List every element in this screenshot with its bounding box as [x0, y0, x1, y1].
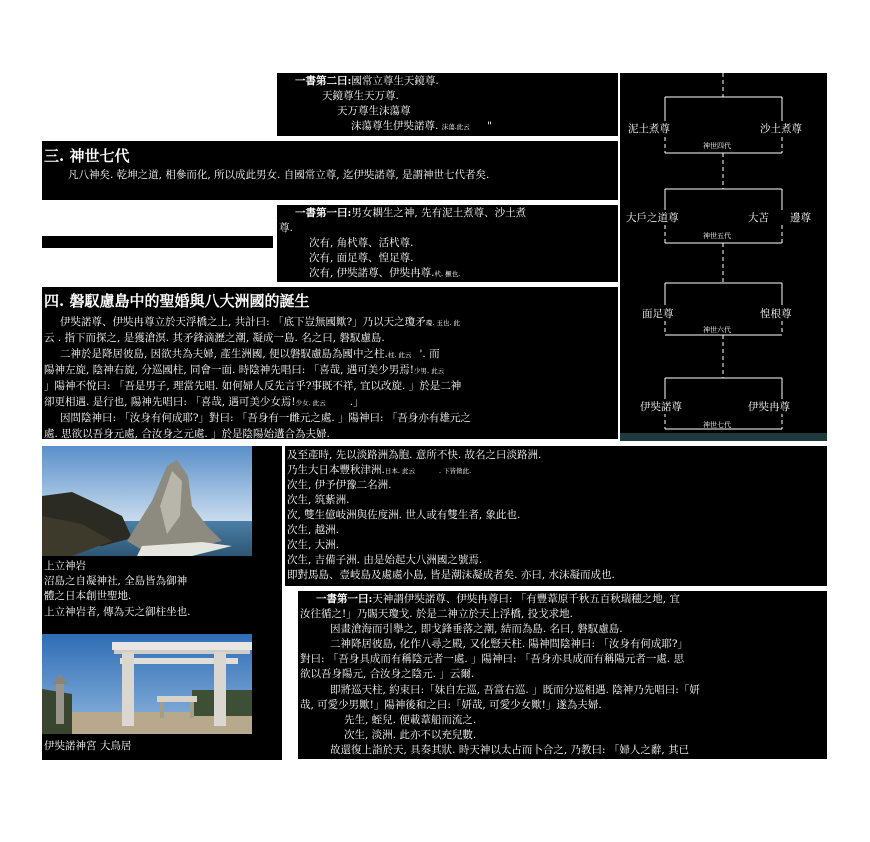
sec4-note1: 瓊. 玉也. 此	[425, 319, 460, 327]
sec4-line8: 處. 思欲以吾身元處, 合汝身之元處. 」於是陰陽始遘合為夫婦.	[44, 428, 330, 439]
sec4-line7: 因問陰神曰: 「汝身有何成耶?」對曰: 「吾身有一雌元之處. 」陽神曰: 「吾身亦有雄元之	[60, 412, 471, 424]
book1-line3: 次有, 角杙尊、活杙尊.	[309, 237, 414, 249]
narr-line5: 對曰: 「吾身具成而有稱陰元者一處. 」陽神曰: 「吾身亦具成而有稱陽元者一處. 思	[300, 653, 685, 665]
sec4-line5: 」陽神不悅曰: 「吾是男子, 理當先唱. 如何婦人反先言乎?事既不祥, 宜以改旋. 」於是二神	[44, 380, 462, 392]
section-4-box	[42, 287, 618, 439]
narr-line4: 二神降居彼島, 化作八尋之殿, 又化豎天柱. 陽神問陰神曰: 「汝身有何成耶?」	[330, 638, 689, 650]
narr-line2: 汝往循之!」乃賜天瓊戈. 於是二神立於天上浮橋, 投戈求地.	[300, 608, 573, 620]
section-4-heading: 四. 磐馭慮島中的聖婚與八大洲國的誕生	[44, 292, 310, 310]
photo-column	[42, 446, 282, 760]
rock-caption-line1: 沼島之自凝神社, 全島皆為御神	[44, 575, 188, 587]
genealogy-tree	[620, 73, 827, 441]
sec4-line6-end: .」	[349, 396, 364, 408]
narr-line1: 天神謂伊奘諾尊、伊奘冉尊曰: 「有豐葦原千秋五百秋瑞穗之地, 宜	[372, 593, 680, 605]
section-3-box	[42, 141, 618, 200]
book2-quote: "	[487, 120, 492, 132]
book1-line1: 男女耦生之神, 先有泥土煮尊、沙土煮	[351, 207, 527, 219]
book2-line3: 天万尊生沫蕩尊	[337, 105, 411, 117]
book1-line2: 尊.	[279, 222, 293, 234]
tree-r4-right: 伊奘冉尊	[748, 401, 790, 413]
book2-line4: 沫蕩尊生伊奘諾尊.	[351, 120, 439, 132]
narr-line6: 欲以吾身陽元, 合汝身之陰元. 」云爾.	[300, 668, 475, 680]
book1-line5: 次有, 伊奘諾尊、伊奘冉尊.	[309, 267, 435, 279]
sec4-note2: 柱. 此云	[387, 351, 412, 359]
islands-line2: 乃生大日本豐秋津洲.	[287, 464, 385, 476]
section-3-body: 凡八神矣. 乾坤之道, 相參而化, 所以成此男女. 自國常立尊, 迄伊奘諾尊, 是謂神世七代者矣.	[68, 169, 490, 181]
tree-gen7: 神世七代	[703, 421, 731, 429]
tree-r1-left: 泥土煮尊	[628, 123, 670, 135]
sec4-note4: 少女. 此云	[295, 399, 326, 407]
tree-gen6: 神世六代	[703, 326, 731, 334]
section-3-heading: 三. 神世七代	[44, 147, 130, 165]
islands-line9: 即對馬島、壹岐島及處處小島, 皆是潮沫凝成者矣. 亦曰, 水沫凝而成也.	[287, 569, 615, 581]
torii-caption: 伊奘諾神宮 大鳥居	[44, 740, 132, 752]
narrative-box	[298, 591, 827, 759]
islands-line8: 次生, 吉備子洲. 由是始起大八洲國之號焉.	[287, 554, 483, 566]
tree-gen4: 神世四代	[703, 142, 731, 150]
book1-lead: 一書第一曰:	[295, 207, 352, 219]
tree-r2-mid: 大苫	[748, 212, 769, 224]
tree-r1-right: 沙土煮尊	[760, 123, 802, 135]
narr-line11: 故還復上詣於天, 具奏其狀. 時天神以太占而卜合之, 乃教曰: 「婦人之辭, 其已	[330, 744, 690, 756]
tree-r3-right: 惶根尊	[760, 308, 792, 320]
tree-r2-left: 大戶之道尊	[626, 212, 679, 224]
narr-line10: 次生, 淡洲. 此亦不以充兒數.	[344, 729, 477, 741]
islands-line5: 次, 雙生億岐洲與佐度洲. 世人或有雙生者, 象此也.	[287, 509, 521, 521]
narr-line8: 哉, 可愛少男歟!」陽神後和之曰:「妍哉, 可愛少女歟!」遂為夫婦.	[300, 699, 602, 711]
islands-line7: 次生, 大洲.	[287, 539, 340, 551]
book2-line2: 天鏡尊生天万尊.	[322, 90, 399, 102]
book2-lead: 一書第二曰:	[295, 75, 352, 87]
islands-line4: 次生, 筑紫洲.	[287, 494, 350, 506]
tree-r4-left: 伊奘諾尊	[640, 401, 682, 413]
tree-r2-right: 邊尊	[790, 212, 811, 224]
islands-line1: 及至產時, 先以淡路洲為胞. 意所不快. 故名之曰淡路洲.	[287, 449, 542, 461]
rock-caption-line3: 上立神岩者, 傳為天之御柱坐也.	[44, 606, 191, 618]
sec4-line6: 卻更相遇. 是行也, 陽神先唱曰: 「喜哉, 遇可美少女焉!	[44, 396, 296, 408]
genealogy-box-2	[277, 73, 618, 136]
torii-photo	[42, 634, 252, 734]
tree-r3-left: 面足尊	[642, 308, 674, 320]
islands-note2: . 下皆傚此.	[438, 467, 472, 475]
islands-note: 日本. 此云	[384, 467, 415, 475]
book2-line1: 國常立尊生天鏡尊.	[351, 75, 439, 87]
decorative-bar	[42, 236, 273, 248]
rock-caption-title: 上立神岩	[44, 560, 86, 572]
sec4-line4: 陽神左旋, 陰神右旋, 分巡國柱, 同會一面. 時陰神先唱曰: 「喜哉, 遇可美少男焉!	[44, 364, 414, 376]
sec4-line3: 二神於是降居彼島, 因欲共為夫婦, 產生洲國, 便以磐馭慮島為國中之柱.	[60, 348, 388, 360]
narr-line7: 即將巡天柱, 約束曰:「妹自左巡, 吾當右巡. 」既而分巡相遇. 陰神乃先唱曰:「妍	[330, 684, 700, 696]
genealogy-box-1	[277, 205, 618, 282]
narr-line3: 因畫滄海而引擧之, 即戈鋒垂落之潮, 結而為島. 名曰, 磐馭慮島.	[330, 623, 623, 635]
sec4-line1: 伊奘諾尊、伊奘冉尊立於天浮橋之上, 共計曰: 「底下豈無國歟?」乃以天之瓊矛	[60, 316, 426, 328]
sec4-note3: 少男. 此云	[413, 367, 445, 375]
narr-line9: 先生, 蛭兒. 便載葦船而流之.	[344, 714, 477, 726]
narr-lead: 一書第一曰:	[316, 593, 373, 605]
book2-note: 沫蕩.此云	[441, 123, 470, 131]
tree-gen5: 神世五代	[703, 232, 731, 240]
sec4-line3-end: '. 而	[419, 348, 440, 360]
rock-caption-line2: 體之日本創世聖地.	[44, 590, 132, 602]
islands-line3: 次生, 伊予伊豫二名洲.	[287, 479, 392, 491]
book1-line4: 次有, 面足尊、惶足尊.	[309, 252, 414, 264]
islands-box	[285, 446, 827, 586]
rock-photo	[42, 446, 252, 556]
islands-line6: 次生, 越洲.	[287, 524, 340, 536]
book1-line5-note: 杙. 橛也.	[434, 270, 461, 278]
sec4-line2: 云 . 指下而探之, 是獲滄溟. 其矛鋒滴瀝之潮, 凝成一島. 名之曰, 磐馭慮島.	[44, 332, 385, 344]
